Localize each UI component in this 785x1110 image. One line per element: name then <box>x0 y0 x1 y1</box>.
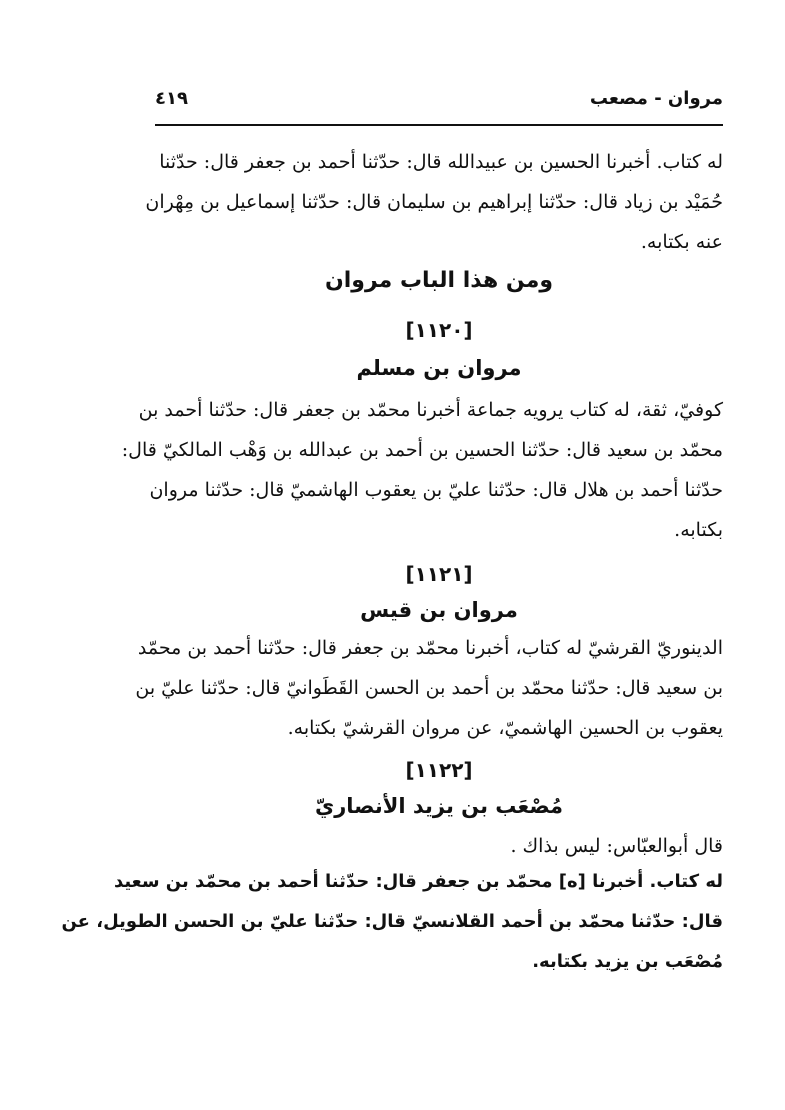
entry-paragraph <box>61 862 723 982</box>
entry-number: [١١٢٠] <box>405 318 473 342</box>
paragraph-line: عنه بكتابه. <box>640 231 723 253</box>
paragraph-line: محمّد بن سعيد قال: حدّثنا الحسين بن أحمد بن عبدالله بن وَهْب المالكيّ قال: <box>121 439 723 461</box>
header-rule <box>155 124 723 126</box>
section-heading: ومن هذا الباب مروان <box>324 268 554 293</box>
entry-title: مروان بن قيس <box>360 598 518 622</box>
paragraph-line: قال: حدّثنا محمّد بن أحمد القلانسيّ قال: حدّثنا عليّ بن الحسن الطويل، عن <box>61 911 723 932</box>
paragraph-line: بن سعيد قال: حدّثنا محمّد بن أحمد بن الحسن القَطَوانيّ قال: حدّثنا عليّ بن <box>135 677 723 699</box>
entry-title: مروان بن مسلم <box>356 356 522 380</box>
entry-paragraph <box>121 390 723 550</box>
paragraph-line: له كتاب. أخبرنا الحسين بن عبيدالله قال: حدّثنا أحمد بن جعفر قال: حدّثنا <box>159 151 723 173</box>
page-number: ٤١٩ <box>155 88 188 109</box>
paragraph-line: بكتابه. <box>674 519 723 541</box>
entry-number: [١١٢٢] <box>405 758 473 782</box>
paragraph-line: الدينوريّ القرشيّ له كتاب، أخبرنا محمّد بن جعفر قال: حدّثنا أحمد بن محمّد <box>137 637 723 659</box>
opening-paragraph <box>145 142 723 262</box>
entry-number: [١١٢١] <box>405 562 473 586</box>
paragraph-line: مُصْعَب بن يزيد بكتابه. <box>532 951 723 972</box>
entry-note <box>155 826 723 866</box>
paragraph-line: حدّثنا أحمد بن هلال قال: حدّثنا عليّ بن يعقوب الهاشميّ قال: حدّثنا مروان <box>149 479 723 501</box>
entry-paragraph <box>135 628 723 748</box>
paragraph-line: يعقوب بن الحسين الهاشميّ، عن مروان القرشيّ بكتابه. <box>287 717 723 739</box>
paragraph-line: له كتاب. أخبرنا [ه] محمّد بن جعفر قال: حدّثنا أحمد بن محمّد بن سعيد <box>113 871 723 892</box>
running-header <box>155 82 723 118</box>
paragraph-line: حُمَيْد بن زياد قال: حدّثنا إبراهيم بن سليمان قال: حدّثنا إسماعيل بن مِهْران <box>145 191 723 213</box>
running-header-title: مروان - مصعب <box>589 88 723 109</box>
paragraph-line: قال أبوالعبّاس: ليس بذاك . <box>510 835 723 857</box>
entry-title: مُصْعَب بن يزيد الأنصاريّ <box>314 794 564 818</box>
paragraph-line: كوفيّ، ثقة، له كتاب يرويه جماعة أخبرنا محمّد بن جعفر قال: حدّثنا أحمد بن <box>138 399 723 421</box>
